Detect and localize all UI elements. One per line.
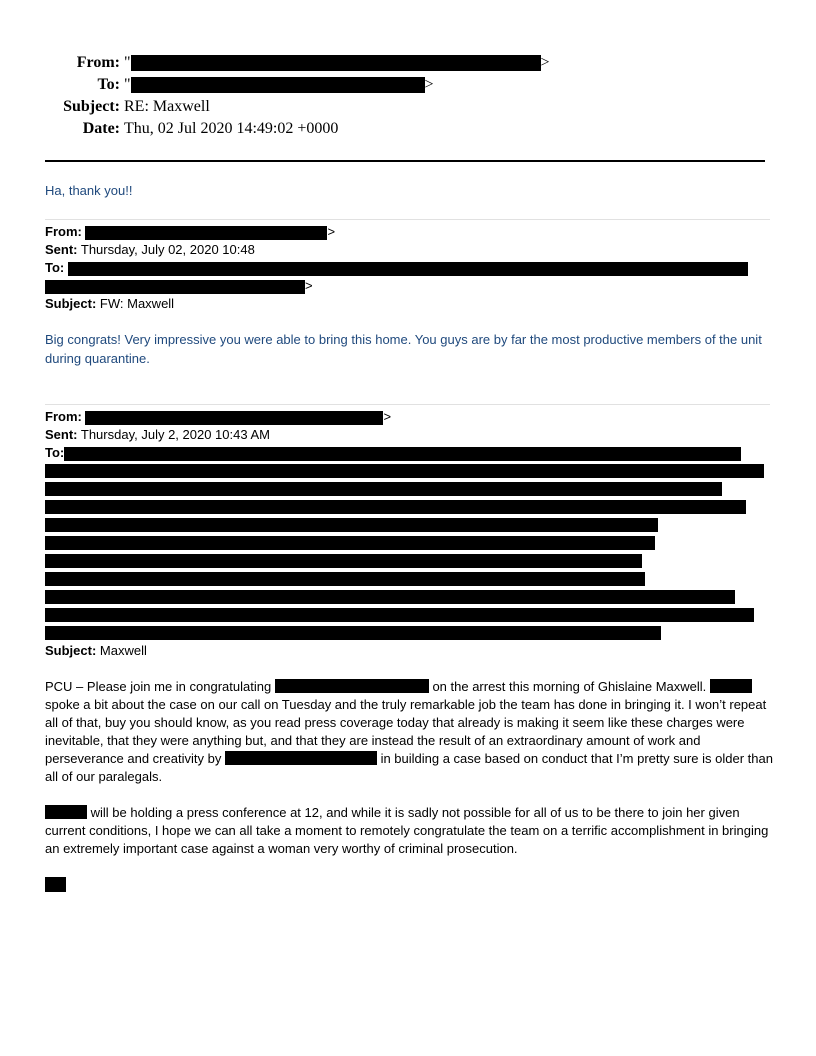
fwd1-from-row: From: > <box>45 224 336 239</box>
fwd1-subject-value: FW: Maxwell <box>99 296 175 311</box>
fwd1-body: Big congrats! Very impressive you were able to bring this home. You guys are by far the most productive members of the unit during quarantine. <box>45 332 762 366</box>
redaction-bar <box>85 226 327 240</box>
subject-value: RE: Maxwell <box>124 98 210 115</box>
redaction-bar <box>64 447 741 461</box>
redaction-bar <box>275 679 429 693</box>
fwd2-sent-label: Sent: <box>45 427 78 442</box>
fwd2-paragraph-1: PCU – Please join me in congratulating on the arrest this morning of Ghislaine Maxwell. spoke a bit about the case on our call on Tuesday and the truly remarkable job the team has done in bringing it. I won’t repeat all of that, buy you should know, as you read press coverage today that already is making it seem like these charges were inevitable, that they were anything but, and that they are instead the result of an extraordinary amount of work and perseverance and creativity by in building a case based on conduct that I’m pretty sure is older than all of our paralegals. <box>45 679 773 784</box>
fwd1-sent-row <box>45 241 255 259</box>
fwd2-to-label: To: <box>45 445 65 460</box>
fwd1-subject-label: Subject: <box>45 296 97 311</box>
to-value: " > <box>124 76 434 93</box>
date-value: Thu, 02 Jul 2020 14:49:02 +0000 <box>124 120 339 137</box>
fwd2-sent-row <box>45 426 270 444</box>
message-divider <box>45 219 770 220</box>
fwd1-subject-row <box>45 295 174 313</box>
redaction-bar <box>45 626 661 640</box>
redaction-bar <box>68 262 748 276</box>
fwd1-sent-value: Thursday, July 02, 2020 10:48 <box>80 242 255 257</box>
from-label: From: <box>76 54 120 71</box>
to-row <box>0 74 816 96</box>
fwd2-from-row: From: > <box>45 409 392 424</box>
fwd1-sent-label: Sent: <box>45 242 78 257</box>
redaction-bar <box>225 751 377 765</box>
redaction-bar <box>45 280 305 294</box>
from-row <box>0 52 816 74</box>
redaction-bar <box>45 518 658 532</box>
fwd2-subject-label: Subject: <box>45 643 97 658</box>
reply-text: Ha, thank you!! <box>45 183 133 198</box>
date-row <box>0 118 816 140</box>
redaction-bar <box>45 500 746 514</box>
redaction-bar <box>710 679 752 693</box>
redaction-bar <box>45 464 764 478</box>
header-divider <box>45 160 765 162</box>
redaction-bar <box>131 55 541 71</box>
fwd2-paragraph-2: will be holding a press conference at 12, and while it is sadly not possible for all of us to be there to join her given current conditions, I hope we can all take a moment to remotely congratulate the team on a terrific accomplishment in bringing an extremely important case against a woman very worthy of criminal prosecution. <box>45 805 769 856</box>
fwd1-to-row-2: > <box>45 277 313 295</box>
message-divider <box>45 404 770 405</box>
from-value: " > <box>124 54 550 71</box>
redaction-bar <box>45 590 735 604</box>
subject-label: Subject: <box>63 98 120 115</box>
subject-row <box>0 96 816 118</box>
fwd2-sent-value: Thursday, July 2, 2020 10:43 AM <box>80 427 270 442</box>
redaction-bar <box>45 482 722 496</box>
fwd2-to-row <box>45 444 741 462</box>
to-label: To: <box>97 76 120 93</box>
fwd1-to-label: To: <box>45 260 65 275</box>
redaction-bar <box>45 554 642 568</box>
date-label: Date: <box>82 120 120 137</box>
redaction-bar <box>45 877 66 892</box>
fwd2-subject-row <box>45 642 147 660</box>
redaction-bar <box>85 411 383 425</box>
fwd1-from-label: From: <box>45 224 82 239</box>
redaction-bar <box>45 805 87 819</box>
fwd1-to-row <box>45 259 748 277</box>
redaction-bar <box>45 536 655 550</box>
email-header <box>0 52 816 142</box>
redaction-bar <box>45 572 645 586</box>
redaction-bar <box>45 608 754 622</box>
redaction-bar <box>131 77 425 93</box>
fwd2-subject-value: Maxwell <box>99 643 147 658</box>
fwd2-from-label: From: <box>45 409 82 424</box>
